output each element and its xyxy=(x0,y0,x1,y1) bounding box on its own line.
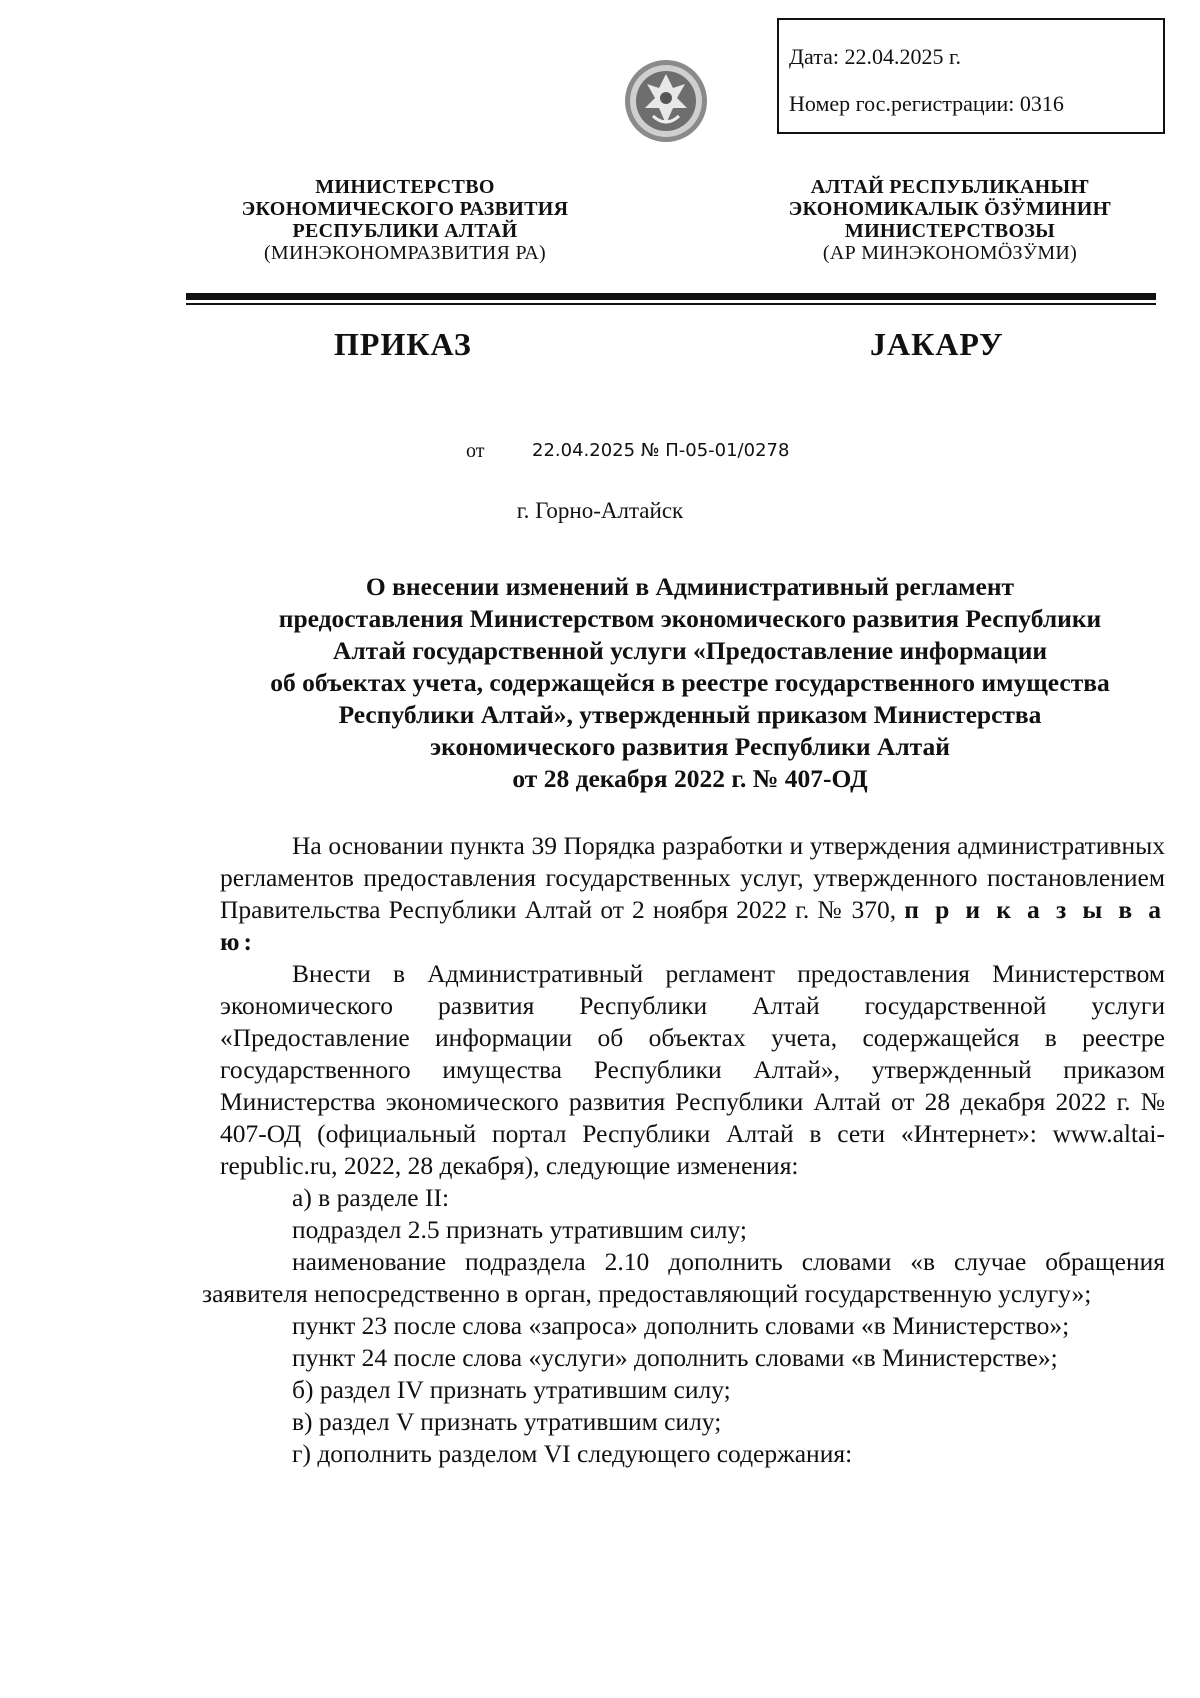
body-paragraph-basis xyxy=(220,830,1165,958)
ministry-alt-abbrev: (АР МИНЭКОНОМÖЗӰМИ) xyxy=(822,242,1078,264)
ministry-name-altai xyxy=(770,176,1130,264)
document-title xyxy=(210,571,1170,795)
document-body xyxy=(202,830,1165,1470)
ministry-ru-line2: ЭКОНОМИЧЕСКОГО РАЗВИТИЯ xyxy=(241,198,569,220)
ministry-ru-line3: РЕСПУБЛИКИ АЛТАЙ xyxy=(292,220,518,242)
body-paragraph: подраздел 2.5 признать утратившим силу; xyxy=(292,1215,747,1244)
body-paragraph: а) в разделе II: xyxy=(292,1183,450,1212)
stamp-registration-number: Номер гос.регистрации: 0316 xyxy=(789,91,1064,116)
coat-of-arms-emblem xyxy=(623,58,709,144)
ministry-alt-line2: ЭКОНОМИКАЛЫК ÖЗӰМИНИҤ xyxy=(788,198,1112,220)
title-line: об объектах учета, содержащейся в реестре государственного имущества xyxy=(270,668,1110,697)
doc-type-russian: ПРИКАЗ xyxy=(334,326,472,362)
date-prefix: от xyxy=(466,440,485,462)
registration-stamp xyxy=(777,18,1165,134)
ministry-name-russian xyxy=(220,176,590,264)
body-paragraph: пункт 24 после слова «услуги» дополнить словами «в Министерстве»; xyxy=(292,1343,1058,1372)
title-line: предоставления Министерством экономического развития Республики xyxy=(278,604,1102,633)
body-paragraph: в) раздел V признать утратившим силу; xyxy=(292,1407,722,1436)
title-line: Республики Алтай», утвержденный приказом Министерства xyxy=(338,700,1042,729)
header-divider-thin xyxy=(186,303,1156,305)
body-paragraph: б) раздел IV признать утратившим силу; xyxy=(292,1375,731,1404)
title-line: от 28 декабря 2022 г. № 407-ОД xyxy=(512,764,868,793)
city-line: г. Горно-Алтайск xyxy=(516,498,684,523)
title-line: О внесении изменений в Административный регламент xyxy=(365,572,1015,601)
title-line: экономического развития Республики Алтай xyxy=(430,732,950,761)
ministry-alt-line3: МИНИСТЕРСТВОЗЫ xyxy=(844,220,1056,242)
header-divider-thick xyxy=(186,293,1156,300)
doc-type-altai: JАКАРУ xyxy=(870,326,1004,362)
body-paragraph: пункт 23 после слова «запроса» дополнить словами «в Министерство»; xyxy=(292,1311,1070,1340)
stamp-date: Дата: 22.04.2025 г. xyxy=(789,44,962,69)
body-paragraph: Внести в Административный регламент предоставления Министерством экономического развития Республики Алтай государственной услуги «Предоставление информации об объектах учета, содержащейся в реестре государственного имущества Республики Алтай», утвержденный приказом Министерства экономического развития Республики Алтай от 28 декабря 2022 г. № 407-ОД (официальный портал Республики Алтай в сети «Интернет»: www.altai-republic.ru, 2022, 28 декабря), следующие изменения: xyxy=(220,959,1165,1180)
ministry-ru-line1: МИНИСТЕРСТВО xyxy=(315,176,495,198)
basis-text: На основании пункта 39 Порядка разработки и утверждения административных регламентов предоставления государственных услуг, утвержденного постановлением Правительства Республики Алтай от 2 ноября 2022 г. № 370, xyxy=(220,831,1165,924)
order-keyword: п р и к а з ы в а ю: xyxy=(220,895,1165,956)
title-line: Алтай государственной услуги «Предоставление информации xyxy=(332,636,1048,665)
ministry-alt-line1: АЛТАЙ РЕСПУБЛИКАНЫҤ xyxy=(810,176,1090,198)
body-paragraph: г) дополнить разделом VI следующего содержания: xyxy=(292,1439,853,1468)
body-paragraph: наименование подраздела 2.10 дополнить словами «в случае обращения заявителя непосредственно в орган, предоставляющий государственную услугу»; xyxy=(202,1247,1165,1308)
ministry-ru-abbrev: (МИНЭКОНОМРАЗВИТИЯ РА) xyxy=(263,242,547,264)
order-number: 22.04.2025 № П-05-01/0278 xyxy=(532,440,790,461)
